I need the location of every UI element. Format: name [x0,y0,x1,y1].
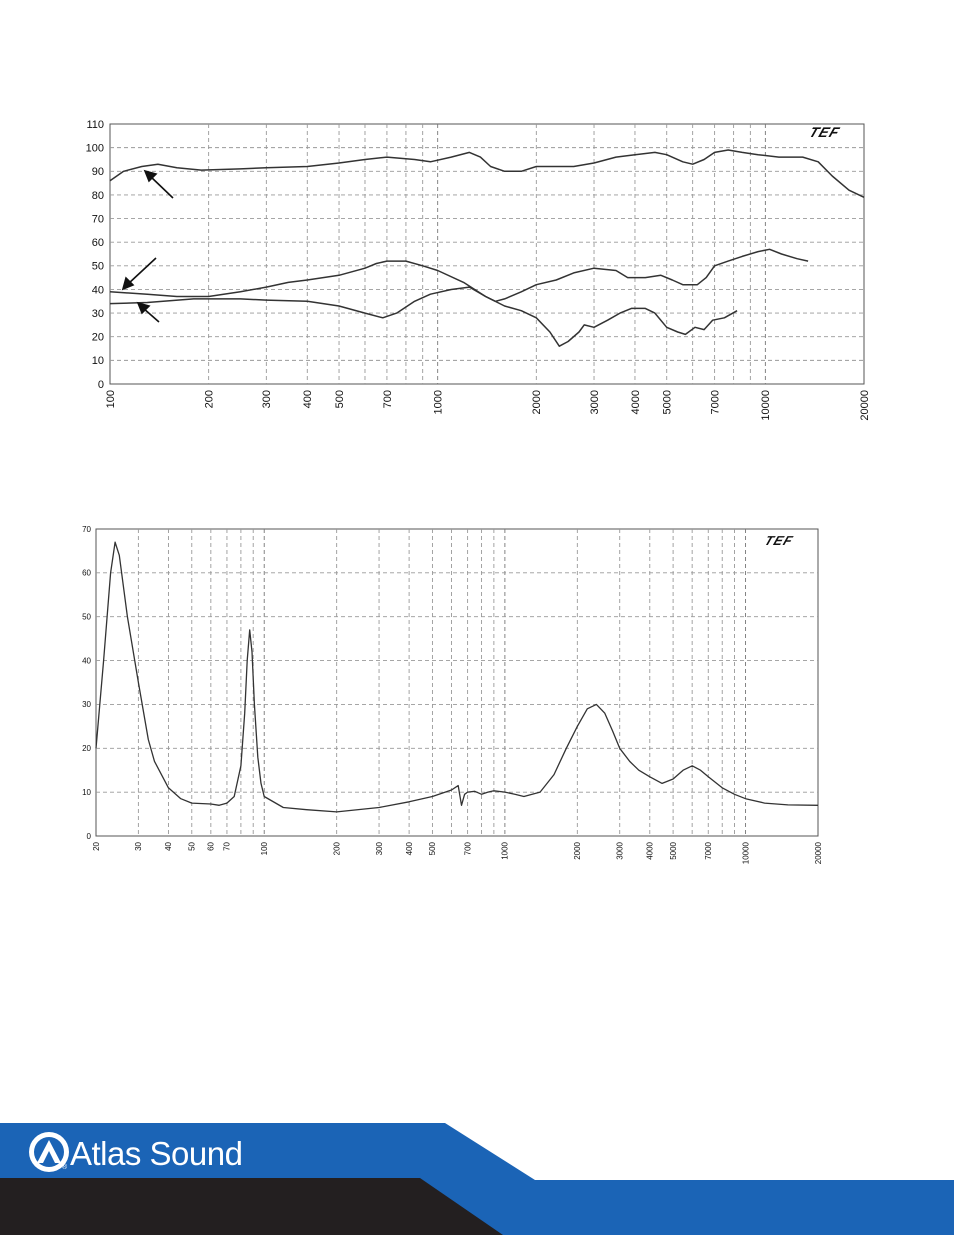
y-tick-label: 60 [82,568,91,578]
plot-frame [96,529,818,836]
x-tick-label: 1000 [432,390,445,415]
tef-logo [763,533,796,548]
brand-registered-mark: ® [62,1164,68,1171]
chart2-y-tick-labels [82,525,91,841]
x-tick-label: 4000 [645,842,655,860]
x-tick-label: 100 [260,842,270,856]
x-tick-label: 400 [302,390,315,409]
footer-dark-shape [0,1178,503,1235]
chart1-x-tick-labels [105,390,871,421]
x-tick-label: 2000 [573,842,583,860]
impedance-chart [82,525,823,864]
x-tick-label: 50 [187,842,197,851]
y-tick-label: 80 [91,189,104,202]
x-tick-label: 4000 [629,390,642,415]
x-tick-label: 20 [91,842,101,851]
y-tick-label: 100 [85,142,104,155]
y-tick-label: 50 [91,260,104,273]
x-tick-label: 100 [104,390,117,409]
tef-logo-text: TEF [762,533,796,548]
y-tick-label: 70 [91,213,104,226]
x-tick-label: 500 [428,842,438,856]
x-tick-label: 3000 [588,390,601,415]
tef-logo-text: TEF [806,125,842,141]
y-tick-label: 30 [82,700,91,710]
x-tick-label: 700 [463,842,473,856]
brand-name: Atlas Sound [70,1135,243,1172]
x-tick-label: 20000 [813,842,823,865]
y-tick-label: 110 [86,118,104,131]
y-tick-label: 20 [91,331,104,344]
y-tick-label: 90 [91,166,104,179]
y-tick-label: 40 [82,656,91,666]
x-tick-label: 200 [332,842,342,856]
chart2-x-tick-labels [92,841,823,864]
frequency-response-chart [86,119,871,421]
y-tick-label: 70 [82,524,91,534]
chart2-grid [96,529,818,836]
x-tick-label: 60 [206,842,216,851]
x-tick-label: 7000 [709,390,722,415]
y-tick-label: 60 [91,237,104,250]
x-tick-label: 1000 [500,842,510,860]
chart1-y-tick-labels [86,119,104,391]
x-tick-label: 7000 [704,842,714,860]
x-tick-label: 300 [374,842,384,856]
y-tick-label: 40 [91,284,104,297]
x-tick-label: 200 [203,390,216,409]
x-tick-label: 30 [134,842,144,851]
x-tick-label: 5000 [668,842,678,860]
x-tick-label: 400 [404,842,414,856]
x-tick-label: 300 [261,390,274,409]
y-tick-label: 50 [82,612,91,622]
x-tick-label: 3000 [615,842,625,860]
y-tick-label: 0 [86,831,91,841]
x-tick-label: 10000 [760,390,773,421]
y-tick-label: 30 [91,307,104,320]
y-tick-label: 20 [82,744,91,754]
y-tick-label: 10 [91,355,104,368]
x-tick-label: 500 [333,390,346,409]
y-tick-label: 0 [97,378,104,391]
x-tick-label: 70 [222,842,232,851]
x-tick-label: 10000 [741,842,751,865]
x-tick-label: 700 [381,390,394,409]
y-tick-label: 10 [82,787,91,797]
tef-logo [807,125,842,140]
x-tick-label: 20000 [858,390,871,421]
x-tick-label: 40 [164,842,174,851]
x-tick-label: 5000 [661,390,674,415]
x-tick-label: 2000 [531,390,544,415]
